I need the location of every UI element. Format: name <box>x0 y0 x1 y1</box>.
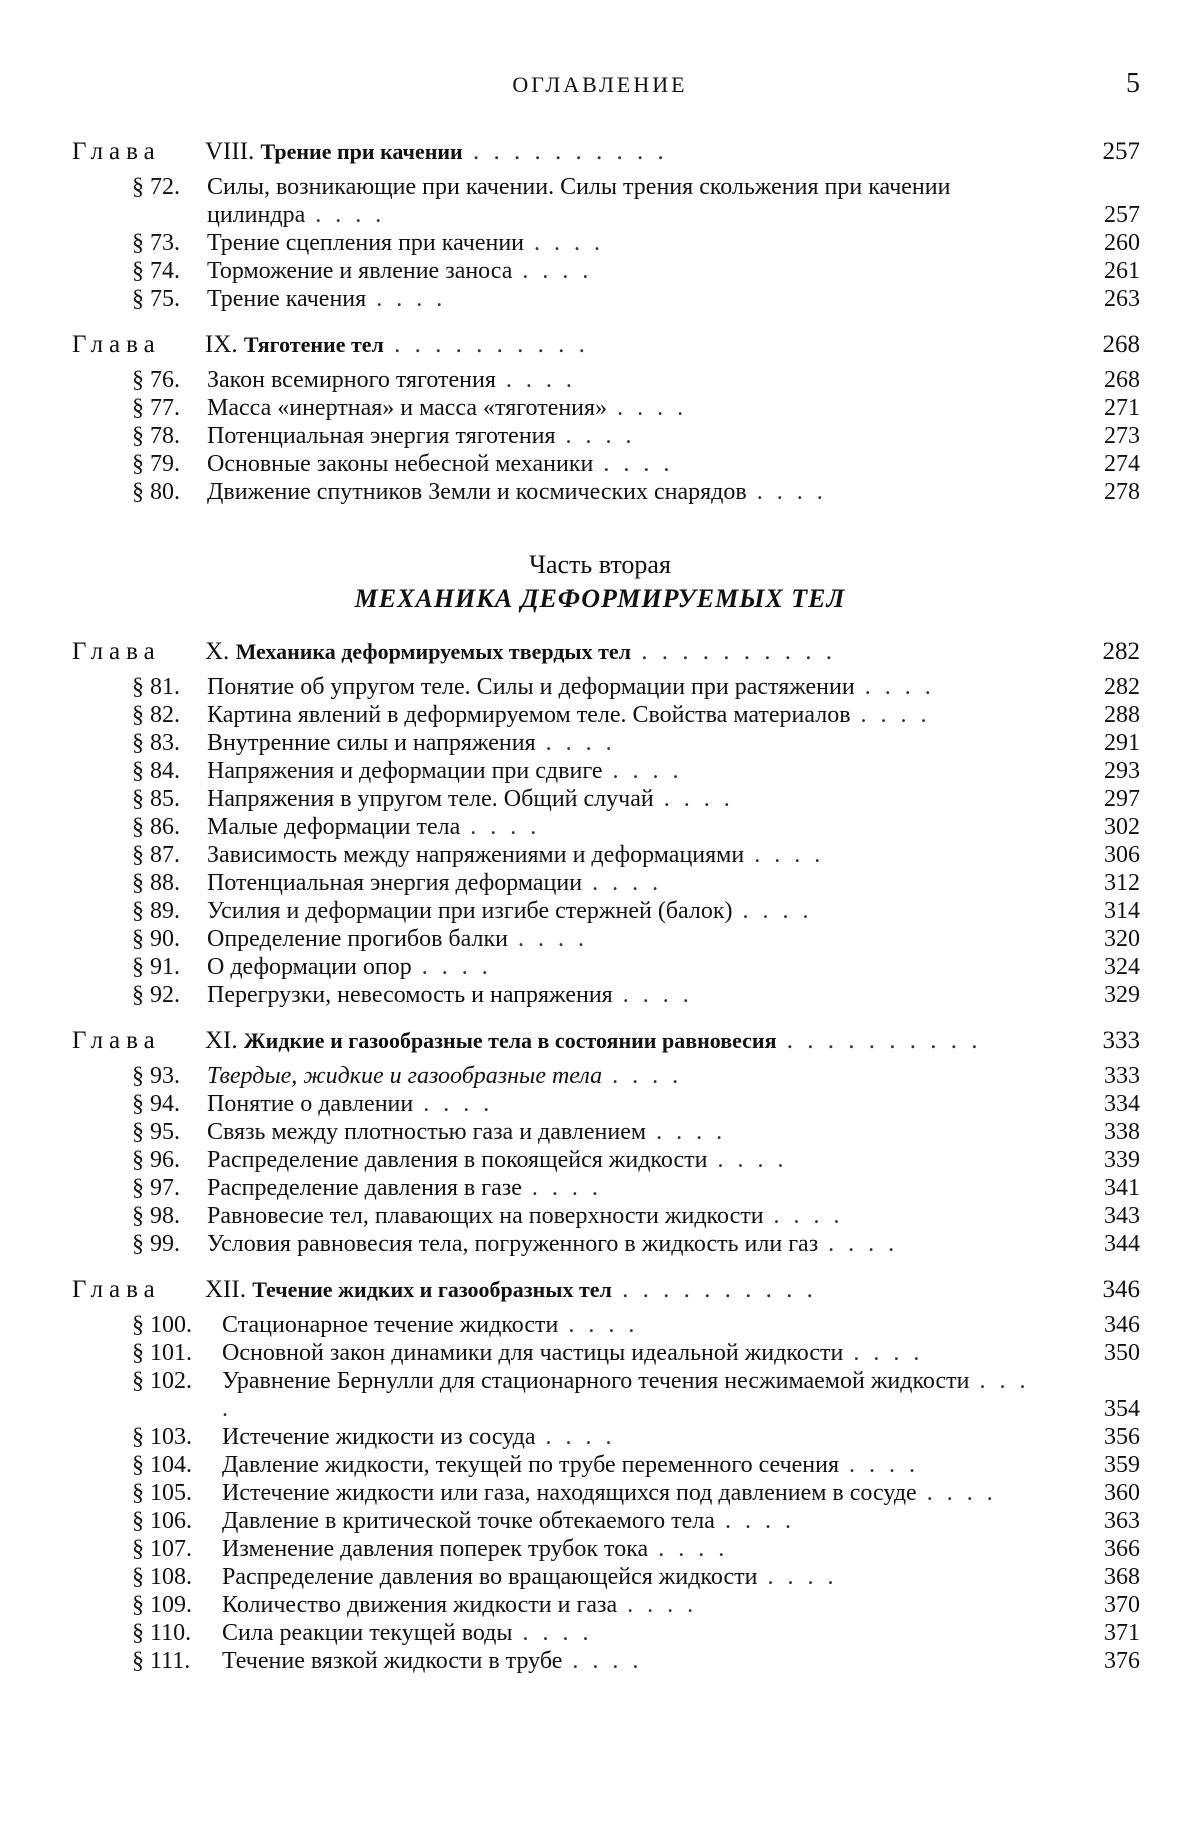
section-title-line <box>207 1202 1032 1230</box>
section-number: § 109. <box>132 1592 192 1618</box>
leader-dots: . . . . <box>460 814 541 840</box>
toc-entry <box>0 953 1200 981</box>
chapter-label: Глава <box>72 138 161 165</box>
toc-entry <box>0 229 1200 257</box>
section-page-number: 359 <box>1104 1452 1140 1478</box>
section-number: § 98. <box>132 1203 180 1229</box>
section-page-number: 297 <box>1104 786 1140 812</box>
section-number: § 104. <box>132 1452 192 1478</box>
section-title: Силы, возникающие при качении. Силы трения скольжения при качении цилиндра <box>207 174 951 228</box>
section-title-line <box>207 366 1032 394</box>
leader-dots: . . . . <box>593 451 674 477</box>
toc-entry <box>0 1479 1200 1507</box>
section-page-number: 356 <box>1104 1424 1140 1450</box>
section-title: Давление в критической точке обтекаемого тела <box>222 1508 715 1534</box>
section-number: § 101. <box>132 1340 192 1366</box>
section-title-line <box>207 173 1032 229</box>
section-title-line <box>207 841 1032 869</box>
section-number: § 73. <box>132 230 180 256</box>
leader-dots: . . . . <box>507 926 588 952</box>
section-title-line <box>207 422 1032 450</box>
section-title: Потенциальная энергия тяготения <box>207 423 556 449</box>
table-of-contents <box>0 138 1200 1675</box>
section-title: Равновесие тел, плавающих на поверхности жидкости <box>207 1203 764 1229</box>
toc-entry <box>0 813 1200 841</box>
section-title: Стационарное течение жидкости <box>222 1312 559 1338</box>
section-title: Зависимость между напряжениями и деформациями <box>207 842 745 868</box>
toc-entry <box>0 925 1200 953</box>
chapter-heading <box>0 138 1200 165</box>
section-title-line <box>222 1367 1032 1423</box>
section-number: § 89. <box>132 898 180 924</box>
section-page-number: 314 <box>1104 898 1140 924</box>
leader-dots: . . . . <box>744 842 825 868</box>
chapter-number: IX. <box>205 331 238 358</box>
section-title-line <box>222 1339 1032 1367</box>
leader-dots: . . . . <box>746 479 827 505</box>
section-page-number: 261 <box>1104 258 1140 284</box>
page-header-title: ОГЛАВЛЕНИЕ <box>512 72 688 97</box>
leader-dots: . . . . <box>612 982 693 1008</box>
section-number: § 83. <box>132 730 180 756</box>
section-title-line <box>222 1451 1032 1479</box>
leader-dots: . . . . <box>818 1231 899 1257</box>
toc-entry <box>0 1118 1200 1146</box>
leader-dots: . . . . <box>843 1340 924 1366</box>
section-number: § 96. <box>132 1147 180 1173</box>
section-page-number: 370 <box>1104 1592 1140 1618</box>
section-title-line <box>222 1423 1032 1451</box>
chapter-heading <box>0 331 1200 358</box>
section-title-line <box>207 757 1032 785</box>
toc-entry <box>0 1619 1200 1647</box>
section-title-line <box>207 925 1032 953</box>
chapter-page-number: 282 <box>1102 638 1140 665</box>
section-page-number: 324 <box>1104 954 1140 980</box>
section-title: Распределение давления во вращающейся жидкости <box>222 1564 758 1590</box>
leader-dots: . . . . <box>535 1424 616 1450</box>
leader-dots: . . . . <box>839 1452 920 1478</box>
chapter-number: X. <box>205 638 230 665</box>
section-number: § 82. <box>132 702 180 728</box>
chapter-number: VIII. <box>205 138 255 165</box>
section-page-number: 278 <box>1104 479 1140 505</box>
part-title: Часть вторая <box>529 550 671 579</box>
chapter-page-number: 268 <box>1102 331 1140 358</box>
section-title-line <box>207 897 1032 925</box>
section-title: О деформации опор <box>207 954 412 980</box>
toc-entry <box>0 841 1200 869</box>
chapter-title: Жидкие и газообразные тела в состоянии равновесия <box>243 1028 777 1053</box>
leader-dots: . . . . <box>707 1147 788 1173</box>
section-title: Сила реакции текущей воды <box>222 1620 513 1646</box>
section-page-number: 271 <box>1104 395 1140 421</box>
section-number: § 85. <box>132 786 180 812</box>
chapter-page-number: 333 <box>1102 1027 1140 1054</box>
section-title-line <box>222 1591 1032 1619</box>
section-number: § 92. <box>132 982 180 1008</box>
section-title-line <box>207 285 1032 313</box>
section-page-number: 282 <box>1104 674 1140 700</box>
section-page-number: 260 <box>1104 230 1140 256</box>
section-page-number: 371 <box>1104 1620 1140 1646</box>
section-page-number: 354 <box>1104 1396 1140 1422</box>
chapter-heading <box>0 638 1200 665</box>
chapter-heading <box>0 1276 1200 1303</box>
section-number: § 74. <box>132 258 180 284</box>
chapter-title: Механика деформируемых твердых тел <box>235 639 632 664</box>
section-title: Перегрузки, невесомость и напряжения <box>207 982 613 1008</box>
toc-entry <box>0 701 1200 729</box>
section-page-number: 341 <box>1104 1175 1140 1201</box>
section-number: § 105. <box>132 1480 192 1506</box>
section-title-line <box>207 1118 1032 1146</box>
section-number: § 102. <box>132 1368 192 1394</box>
toc-entry <box>0 897 1200 925</box>
leader-dots: . . . . <box>607 395 688 421</box>
leader-dots: . . . . <box>512 258 593 284</box>
toc-entry <box>0 729 1200 757</box>
toc-entry <box>0 1591 1200 1619</box>
toc-entry <box>0 673 1200 701</box>
toc-entry <box>0 478 1200 506</box>
section-page-number: 338 <box>1104 1119 1140 1145</box>
chapter-page-number: 346 <box>1102 1276 1140 1303</box>
leader-dots: . . . . <box>582 870 663 896</box>
chapter-page-number: 257 <box>1102 138 1140 165</box>
chapter-number-and-title <box>205 1276 817 1304</box>
section-page-number: 268 <box>1104 367 1140 393</box>
section-page-number: 273 <box>1104 423 1140 449</box>
section-title: Количество движения жидкости и газа <box>222 1592 618 1618</box>
toc-entry <box>0 757 1200 785</box>
section-page-number: 329 <box>1104 982 1140 1008</box>
section-title: Понятие об упругом теле. Силы и деформации при растяжении <box>207 674 855 700</box>
toc-entry <box>0 1339 1200 1367</box>
section-title-line <box>207 701 1032 729</box>
leader-dots: . . . . <box>617 1592 698 1618</box>
section-title: Истечение жидкости или газа, находящихся под давлением в сосуде <box>222 1480 917 1506</box>
section-number: § 77. <box>132 395 180 421</box>
section-title: Истечение жидкости из сосуда <box>222 1424 536 1450</box>
leader-dots: . . . . <box>714 1508 795 1534</box>
section-title-line <box>207 478 1032 506</box>
leader-dots: . . . . <box>495 367 576 393</box>
toc-entry <box>0 366 1200 394</box>
section-title: Трение сцепления при качении <box>207 230 525 256</box>
toc-entry <box>0 1647 1200 1675</box>
section-page-number: 333 <box>1104 1063 1140 1089</box>
leader-dots: . . . . <box>535 730 616 756</box>
leader-dots: . . . . <box>222 1368 1030 1422</box>
section-page-number: 376 <box>1104 1648 1140 1674</box>
section-title-line <box>207 729 1032 757</box>
section-title: Движение спутников Земли и космических снарядов <box>207 479 747 505</box>
leader-dots: . . . . <box>757 1564 838 1590</box>
section-title: Трение качения <box>207 286 367 312</box>
chapter-title: Трение при качении <box>260 139 463 164</box>
leader-dots: . . . . <box>648 1536 729 1562</box>
section-title-line <box>207 813 1032 841</box>
section-number: § 103. <box>132 1424 192 1450</box>
section-title: Уравнение Бернулли для стационарного течения несжимаемой жидкости <box>222 1368 970 1394</box>
section-page-number: 368 <box>1104 1564 1140 1590</box>
section-title: Торможение и явление заноса <box>207 258 513 284</box>
section-page-number: 346 <box>1104 1312 1140 1338</box>
section-title-line <box>207 229 1032 257</box>
toc-entry <box>0 450 1200 478</box>
section-number: § 80. <box>132 479 180 505</box>
section-title-line <box>207 785 1032 813</box>
section-title-line <box>222 1535 1032 1563</box>
leader-dots: . . . . <box>413 1091 494 1117</box>
section-title-line <box>222 1507 1032 1535</box>
section-title-line <box>207 1230 1032 1258</box>
leader-dots: . . . . <box>558 1312 639 1338</box>
toc-entry <box>0 1367 1200 1423</box>
leader-dots: . . . . <box>602 758 683 784</box>
section-number: § 93. <box>132 1063 180 1089</box>
section-title-line <box>207 953 1032 981</box>
toc-entry <box>0 1146 1200 1174</box>
section-title: Внутренние силы и напряжения <box>207 730 536 756</box>
section-number: § 79. <box>132 451 180 477</box>
toc-entry <box>0 1535 1200 1563</box>
section-title: Понятие о давлении <box>207 1091 414 1117</box>
section-title: Связь между плотностью газа и давлением <box>207 1119 647 1145</box>
leader-dots: . . . . . . . . . . <box>631 638 837 665</box>
section-page-number: 363 <box>1104 1508 1140 1534</box>
leader-dots: . . . . . . . . . . <box>611 1276 817 1303</box>
section-title: Потенциальная энергия деформации <box>207 870 583 896</box>
leader-dots: . . . . <box>305 202 386 228</box>
toc-entry <box>0 1174 1200 1202</box>
section-number: § 81. <box>132 674 180 700</box>
section-number: § 72. <box>132 174 180 200</box>
section-title: Условия равновесия тела, погруженного в жидкость или газ <box>207 1231 819 1257</box>
section-page-number: 263 <box>1104 286 1140 312</box>
page-number: 5 <box>1126 68 1140 99</box>
section-number: § 95. <box>132 1119 180 1145</box>
chapter-number-and-title <box>205 1027 982 1055</box>
section-number: § 84. <box>132 758 180 784</box>
section-page-number: 350 <box>1104 1340 1140 1366</box>
section-number: § 97. <box>132 1175 180 1201</box>
section-number: § 106. <box>132 1508 192 1534</box>
toc-entry <box>0 173 1200 229</box>
section-title: Напряжения в упругом теле. Общий случай <box>207 786 654 812</box>
section-page-number: 306 <box>1104 842 1140 868</box>
toc-entry <box>0 981 1200 1009</box>
toc-entry <box>0 422 1200 450</box>
section-title: Распределение давления в газе <box>207 1175 522 1201</box>
toc-entry <box>0 1202 1200 1230</box>
section-number: § 75. <box>132 286 180 312</box>
chapter-number-and-title <box>205 638 836 666</box>
chapter-label: Глава <box>72 331 161 358</box>
section-page-number: 366 <box>1104 1536 1140 1562</box>
section-title: Масса «инертная» и масса «тяготения» <box>207 395 608 421</box>
toc-entry <box>0 869 1200 897</box>
toc-entry <box>0 1062 1200 1090</box>
section-page-number: 291 <box>1104 730 1140 756</box>
section-title: Малые деформации тела <box>207 814 461 840</box>
leader-dots: . . . . <box>521 1175 602 1201</box>
section-number: § 86. <box>132 814 180 840</box>
chapter-number: XI. <box>205 1027 238 1054</box>
toc-entry <box>0 785 1200 813</box>
section-page-number: 334 <box>1104 1091 1140 1117</box>
section-title: Давление жидкости, текущей по трубе переменного сечения <box>222 1452 840 1478</box>
leader-dots: . . . . <box>411 954 492 980</box>
section-title: Основной закон динамики для частицы идеальной жидкости <box>222 1340 844 1366</box>
chapter-title: Тяготение тел <box>243 332 384 357</box>
section-title: Закон всемирного тяготения <box>207 367 496 393</box>
toc-entry <box>0 1423 1200 1451</box>
leader-dots: . . . . <box>850 702 931 728</box>
leader-dots: . . . . . . . . . . <box>462 138 668 165</box>
section-title-line <box>207 673 1032 701</box>
section-title: Напряжения и деформации при сдвиге <box>207 758 603 784</box>
section-number: § 91. <box>132 954 180 980</box>
section-number: § 88. <box>132 870 180 896</box>
section-title-line <box>207 869 1032 897</box>
section-title-line <box>222 1311 1032 1339</box>
section-title-line <box>207 1062 1032 1090</box>
section-number: § 107. <box>132 1536 192 1562</box>
section-title: Течение вязкой жидкости в трубе <box>222 1648 563 1674</box>
section-title-line <box>207 257 1032 285</box>
section-title: Твердые, жидкие и газообразные тела <box>207 1063 603 1089</box>
section-page-number: 302 <box>1104 814 1140 840</box>
section-page-number: 344 <box>1104 1231 1140 1257</box>
leader-dots: . . . . <box>854 674 935 700</box>
section-page-number: 274 <box>1104 451 1140 477</box>
section-title: Картина явлений в деформируемом теле. Свойства материалов <box>207 702 851 728</box>
toc-entry <box>0 1090 1200 1118</box>
section-title: Распределение давления в покоящейся жидкости <box>207 1147 708 1173</box>
section-title: Изменение давления поперек трубок тока <box>222 1536 649 1562</box>
section-number: § 87. <box>132 842 180 868</box>
section-title-line <box>222 1563 1032 1591</box>
leader-dots: . . . . <box>562 1648 643 1674</box>
part-subtitle: МЕХАНИКА ДЕФОРМИРУЕМЫХ ТЕЛ <box>354 584 846 613</box>
section-page-number: 343 <box>1104 1203 1140 1229</box>
section-title-line <box>207 394 1032 422</box>
section-title-line <box>207 981 1032 1009</box>
leader-dots: . . . . . . . . . . <box>776 1027 982 1054</box>
section-title-line <box>207 1090 1032 1118</box>
leader-dots: . . . . <box>524 230 605 256</box>
section-title: Определение прогибов балки <box>207 926 508 952</box>
leader-dots: . . . . <box>646 1119 727 1145</box>
chapter-label: Глава <box>72 1276 161 1303</box>
section-title-line <box>207 1146 1032 1174</box>
section-page-number: 320 <box>1104 926 1140 952</box>
leader-dots: . . . . <box>366 286 447 312</box>
toc-entry <box>0 1507 1200 1535</box>
leader-dots: . . . . <box>512 1620 593 1646</box>
section-number: § 90. <box>132 926 180 952</box>
section-title: Усилия и деформации при изгибе стержней (балок) <box>207 898 733 924</box>
leader-dots: . . . . <box>555 423 636 449</box>
leader-dots: . . . . <box>653 786 734 812</box>
section-title: Основные законы небесной механики <box>207 451 594 477</box>
section-page-number: 257 <box>1104 202 1140 228</box>
toc-entry <box>0 257 1200 285</box>
leader-dots: . . . . <box>916 1480 997 1506</box>
toc-entry <box>0 1451 1200 1479</box>
leader-dots: . . . . . . . . . . <box>383 331 589 358</box>
chapter-label: Глава <box>72 1027 161 1054</box>
toc-entry <box>0 285 1200 313</box>
chapter-number-and-title <box>205 138 668 166</box>
section-page-number: 288 <box>1104 702 1140 728</box>
chapter-label: Глава <box>72 638 161 665</box>
section-number: § 108. <box>132 1564 192 1590</box>
leader-dots: . . . . <box>732 898 813 924</box>
section-title-line <box>207 1174 1032 1202</box>
section-number: § 111. <box>132 1648 191 1674</box>
chapter-heading <box>0 1027 1200 1054</box>
section-page-number: 312 <box>1104 870 1140 896</box>
section-number: § 100. <box>132 1312 192 1338</box>
section-page-number: 293 <box>1104 758 1140 784</box>
section-title-line <box>207 450 1032 478</box>
section-number: § 76. <box>132 367 180 393</box>
section-number: § 94. <box>132 1091 180 1117</box>
section-number: § 99. <box>132 1231 180 1257</box>
chapter-number: XII. <box>205 1276 246 1303</box>
toc-entry <box>0 1311 1200 1339</box>
toc-entry <box>0 1230 1200 1258</box>
section-title-line <box>222 1647 1032 1675</box>
leader-dots: . . . . <box>602 1063 683 1089</box>
section-page-number: 360 <box>1104 1480 1140 1506</box>
leader-dots: . . . . <box>763 1203 844 1229</box>
section-number: § 78. <box>132 423 180 449</box>
chapter-number-and-title <box>205 331 589 359</box>
toc-entry <box>0 394 1200 422</box>
toc-entry <box>0 1563 1200 1591</box>
section-number: § 110. <box>132 1620 192 1646</box>
section-title-line <box>222 1479 1032 1507</box>
section-page-number: 339 <box>1104 1147 1140 1173</box>
chapter-title: Течение жидких и газообразных тел <box>252 1277 612 1302</box>
section-title-line <box>222 1619 1032 1647</box>
